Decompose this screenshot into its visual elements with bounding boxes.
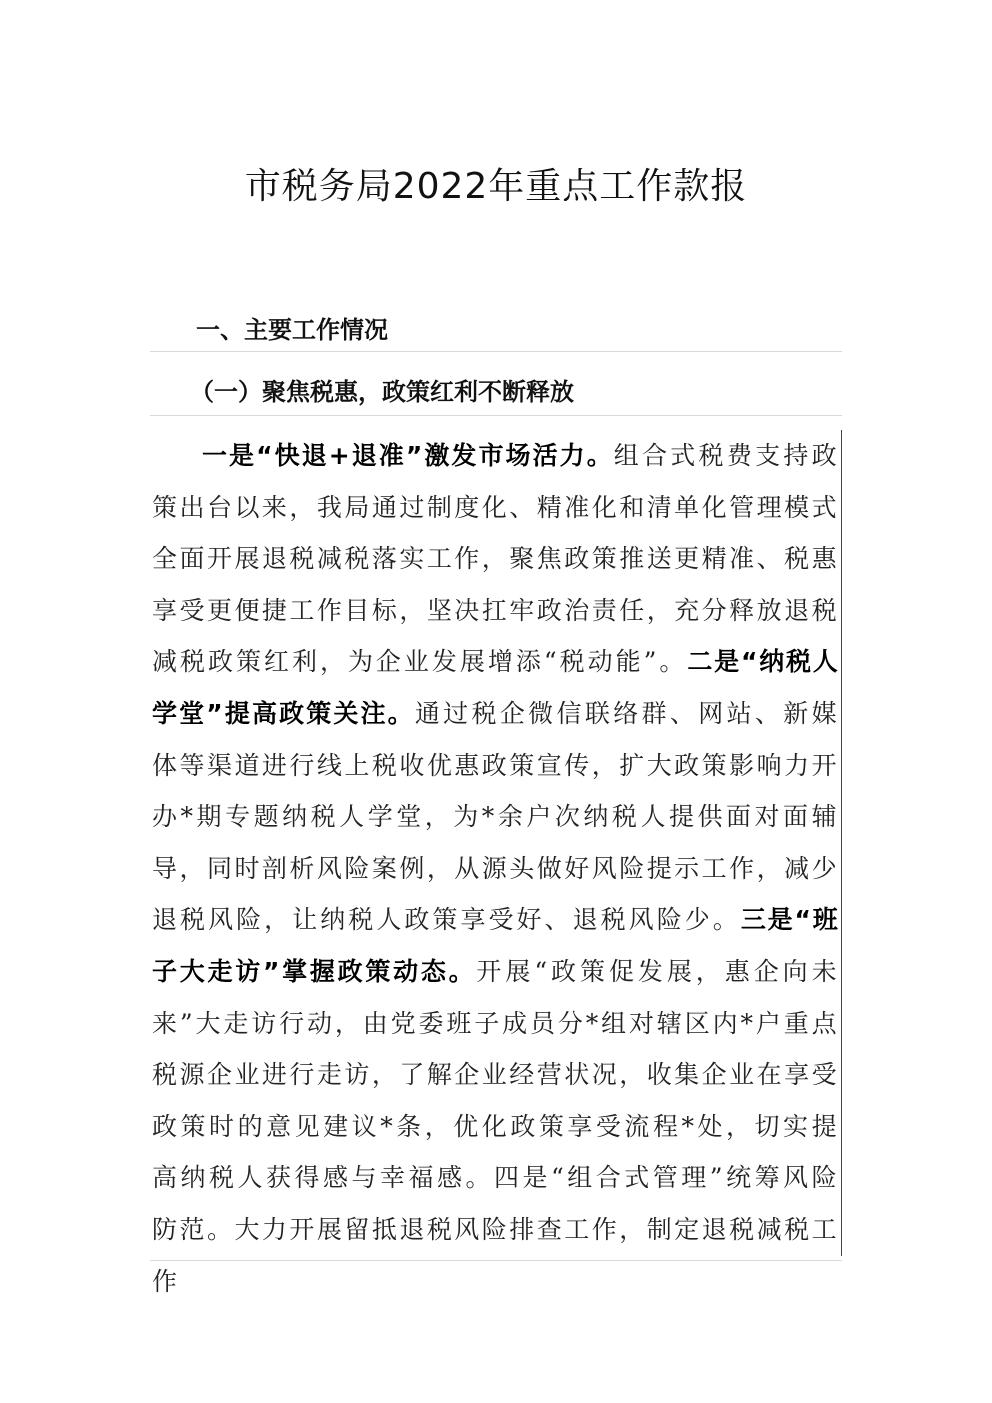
bold-run-3: 三是“班子大走访”掌握政策动态。 <box>152 905 839 986</box>
divider-line <box>150 1260 842 1261</box>
document-title: 市税务局2022年重点工作款报 <box>244 166 748 207</box>
text-run-2: 通过税企微信联络群、网站、新媒体等渠道进行线上税收优惠政策宣传，扩大政策影响力开办*期专题纳税人学堂，为*余户次纳税人提供面对面辅导，同时剖析风险案例，从源头做好风险提示工作，减少退税风险，让纳税人政策享受好、退税风险少。 <box>152 698 839 935</box>
subsection-heading: （一）聚焦税惠，政策红利不断释放 <box>190 378 574 406</box>
body-paragraph <box>152 430 842 1296</box>
bold-run-2: 二是“纳税人学堂”提高政策关注。 <box>152 647 839 728</box>
bold-run-1: 一是“快退+退准”激发市场活力。 <box>202 441 614 470</box>
divider-line <box>150 415 842 416</box>
text-run-3: 开展“政策促发展，惠企向未来”大走访行动，由党委班子成员分*组对辖区内*户重点税源企业进行走访，了解企业经营状况，收集企业在享受政策时的意见建议*条，优化政策享受流程*处，切实提高纳税人获得感与幸福感。四是“组合式管理”统筹风险防范。大力开展留抵退税风险排查工作，制定退税减税工作 <box>152 956 839 1296</box>
text-run-1: 组合式税费支持政策出台以来，我局通过制度化、精准化和清单化管理模式全面开展退税减税落实工作，聚焦政策推送更精准、税惠享受更便捷工作目标，坚决扛牢政治责任，充分释放退税减税政策红利，为企业发展增添“税动能”。 <box>152 441 840 677</box>
section-heading: 一、主要工作情况 <box>196 316 388 344</box>
divider-line <box>150 351 842 352</box>
